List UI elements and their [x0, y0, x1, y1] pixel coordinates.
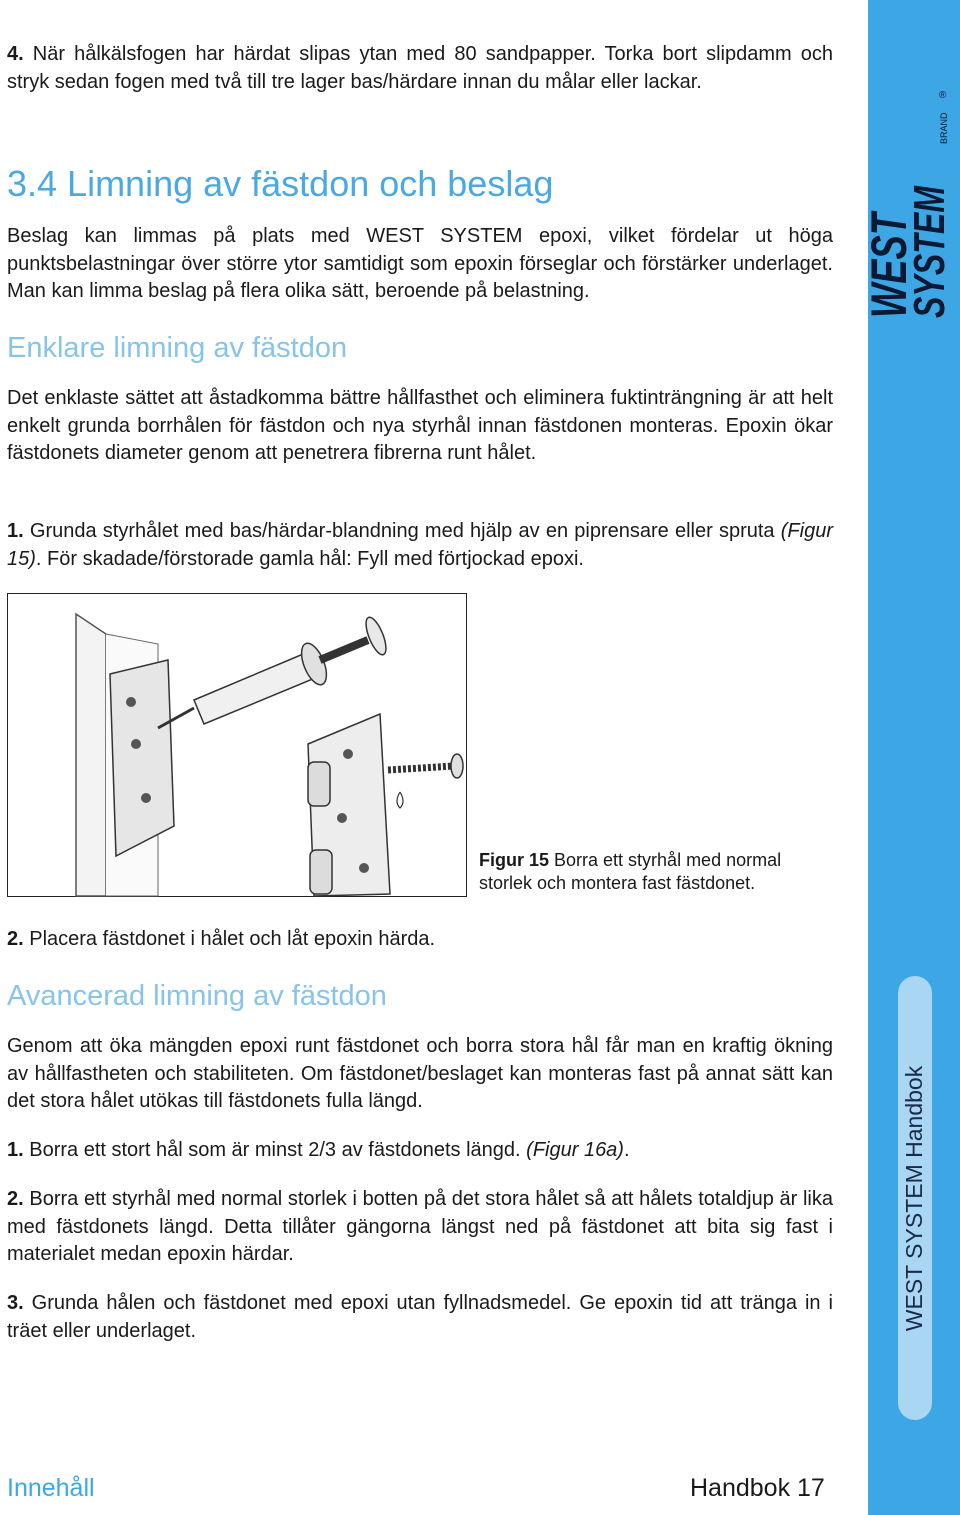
- epoxy-drop: [397, 792, 403, 808]
- hinge-knuckle-2: [310, 850, 332, 894]
- simple-step-2-paragraph: [7, 926, 833, 954]
- figure-15-label: Figur 15: [479, 850, 550, 870]
- hinge-knuckle-1: [308, 762, 330, 806]
- step-4-paragraph: [7, 41, 833, 96]
- simple-step-2-number: 2.: [7, 928, 24, 950]
- simple-intro-block: [7, 385, 833, 468]
- advanced-intro-paragraph: Genom att öka mängden epoxi runt fästdonet och borra stora hål får man en kraftig ökning av hållfastheten och stabiliteten. Om fästdonet/beslaget kan monteras fast på annat sätt kan det stora hålet utökas till fästdonets fulla längd.: [7, 1035, 833, 1112]
- advanced-step-2-text: Borra ett styrhål med normal storlek i botten på det stora hålet så att hålets totaldjup är lika med fästdonets längd. Detta tillåter gängorna längst ned på fästdonet att bita sig fast i materialet medan epoxin härdar.: [7, 1188, 833, 1265]
- logo-registered-mark: ®: [939, 90, 947, 101]
- syringe-barrel: [194, 652, 320, 724]
- screw-hole-3: [141, 793, 151, 803]
- page-number-label: Handbok 17: [690, 1474, 825, 1502]
- door-frame-shape: [76, 614, 106, 896]
- simple-step-1-block: [7, 518, 833, 573]
- screw-hole-4: [343, 749, 353, 759]
- hinge-syringe-drawing: [8, 594, 466, 896]
- simple-bonding-section: [7, 331, 833, 365]
- screw-hole-2: [131, 739, 141, 749]
- syringe-plunger-head: [362, 615, 390, 657]
- figure-15-reference[interactable]: (Figur 15): [7, 520, 833, 570]
- screw-hole-1: [126, 697, 136, 707]
- simple-step-1-paragraph: [7, 518, 833, 573]
- logo-system-text: SYSTEM: [905, 137, 954, 318]
- screw-hole-6: [359, 863, 369, 873]
- logo-west-text: WEST: [861, 173, 917, 318]
- section-heading: 3.4 Limning av fästdon och beslag: [7, 163, 554, 204]
- left-hinge-plate: [110, 660, 174, 856]
- figure-16a-reference[interactable]: (Figur 16a): [526, 1139, 624, 1161]
- advanced-intro-block: [7, 1033, 833, 1116]
- simple-step-1-number: 1.: [7, 520, 24, 542]
- advanced-step-1-block: [7, 1137, 833, 1165]
- simple-step-2-text: Placera fästdonet i hålet och låt epoxin härda.: [23, 928, 436, 950]
- west-system-logo: [861, 90, 956, 318]
- simple-step-2-block: [7, 926, 833, 954]
- advanced-step-3-text: Grunda hålen och fästdonet med epoxi utan fyllnadsmedel. Ge epoxin tid att tränga in i träet eller underlaget.: [7, 1292, 833, 1342]
- advanced-step-1-paragraph: [7, 1137, 833, 1165]
- step-4-number: 4.: [7, 43, 24, 65]
- advanced-step-2-number: 2.: [7, 1188, 24, 1210]
- advanced-step-3-number: 3.: [7, 1292, 24, 1314]
- advanced-step-1-end: .: [623, 1139, 630, 1161]
- advanced-step-1-number: 1.: [7, 1139, 24, 1161]
- simple-step-1-text-end: . För skadade/förstorade gamla hål: Fyll med förtjockad epoxi.: [35, 547, 584, 570]
- section-intro-paragraph: Beslag kan limmas på plats med WEST SYSTEM epoxi, vilket fördelar ut höga punktsbelastningar över större ytor samtidigt som epoxin förseglar och förstärker underlaget. Man kan limma beslag på flera olika sätt, beroende på belastning.: [7, 225, 833, 302]
- screw-head: [451, 754, 463, 778]
- advanced-step-2-block: [7, 1186, 833, 1269]
- advanced-step-3-paragraph: [7, 1290, 833, 1345]
- section-3-4: [7, 164, 833, 204]
- figure-15-illustration: [7, 593, 467, 897]
- screw-hole-5: [337, 813, 347, 823]
- syringe-plunger-rod: [320, 640, 368, 660]
- step-4-text: När hålkälsfogen har härdat slipas ytan med 80 sandpapper. Torka bort slipdamm och stryk sedan fogen med två till tre lager bas/härdare innan du målar eller lackar.: [7, 43, 833, 93]
- advanced-bonding-section: [7, 979, 833, 1013]
- simple-intro-paragraph: Det enklaste sättet att åstadkomma bättre hållfasthet och eliminera fuktinträngning är att helt enkelt grunda borrhålen för fästdon och nya styrhål innan fästdonen monteras. Epoxin ökar fästdonets diameter genom att penetrera fibrerna runt hålet.: [7, 387, 833, 464]
- handbook-side-tab[interactable]: [898, 976, 932, 1420]
- advanced-step-1-text: Borra ett stort hål som är minst 2/3 av fästdonets längd.: [23, 1139, 527, 1161]
- simple-bonding-heading: Enklare limning av fästdon: [7, 332, 348, 364]
- advanced-step-3-block: [7, 1290, 833, 1345]
- side-tab-label: WEST SYSTEM Handbok: [901, 1065, 928, 1331]
- screw-thread: [388, 766, 454, 770]
- figure-15-caption: [479, 849, 839, 895]
- simple-step-1-text: Grunda styrhålet med bas/härdar-blandning med hjälp av en piprensare eller spruta: [23, 520, 781, 542]
- advanced-step-2-paragraph: [7, 1186, 833, 1269]
- step-4-block: [7, 41, 833, 96]
- advanced-bonding-heading: Avancerad limning av fästdon: [7, 980, 387, 1012]
- figure-15-caption-text: Borra ett styrhål med normal storlek och montera fast fästdonet.: [479, 850, 782, 893]
- section-intro-block: [7, 223, 833, 306]
- contents-link[interactable]: Innehåll: [7, 1474, 95, 1502]
- logo-brand-text: BRAND: [939, 112, 949, 144]
